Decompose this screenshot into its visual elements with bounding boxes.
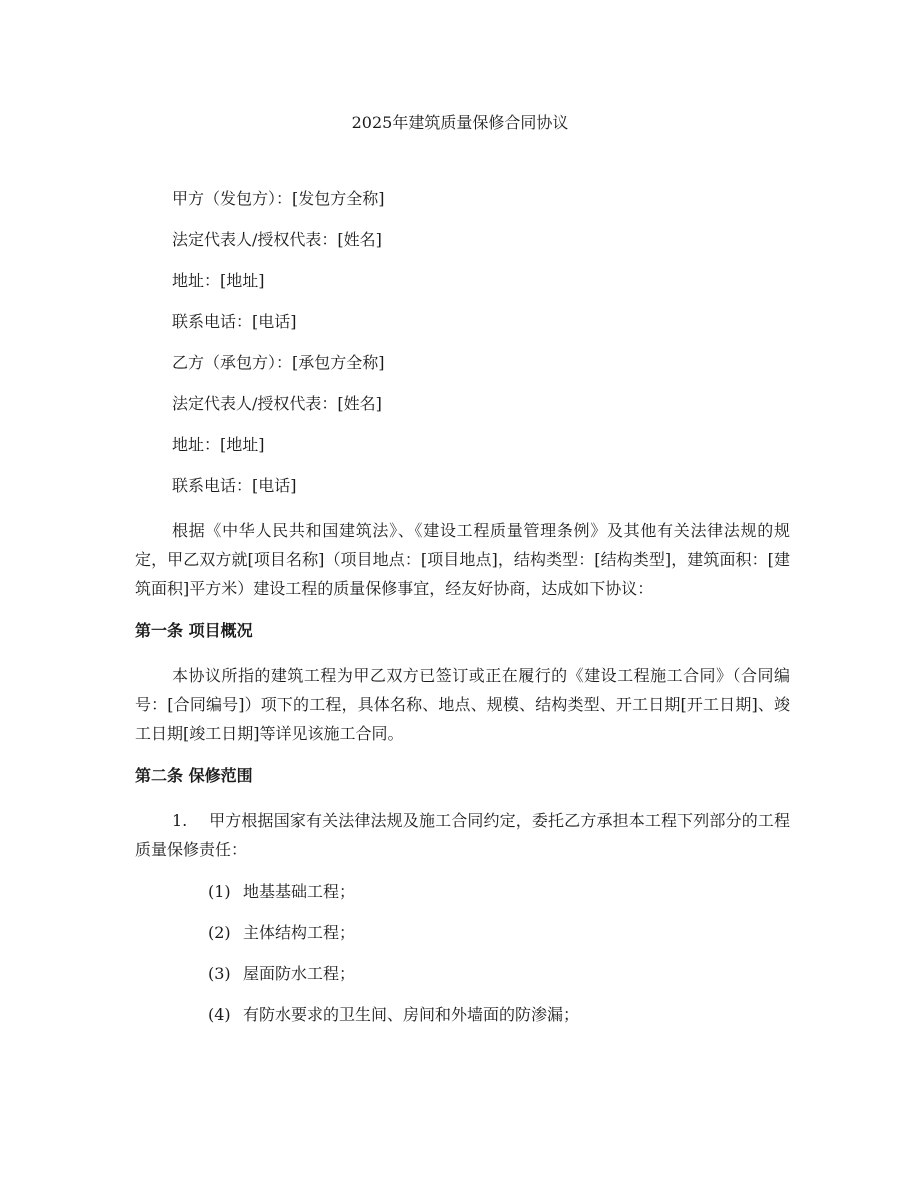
scope-item-marker: (3) [208,964,231,983]
party-a-address-line: 地址：[地址] [172,271,265,290]
party-b-line: 乙方（承包方）：[承包方全称] [172,353,385,372]
scope-item-text: 有防水要求的卫生间、房间和外墙面的防渗漏； [243,1005,580,1024]
scope-item [135,922,790,944]
scope-item [135,1004,790,1026]
scope-item-text: 地基基础工程； [243,882,356,901]
scope-item-marker: (1) [208,882,231,901]
party-b-address-line: 地址：[地址] [172,435,265,454]
party-a-line: 甲方（发包方）：[发包方全称] [172,189,385,208]
scope-item-text: 屋面防水工程； [243,964,356,983]
clause-text: 甲方根据国家有关法律法规及施工合同约定，委托乙方承担本工程下列部分的工程质量保修责任： [135,811,790,859]
party-b-phone-line: 联系电话：[电话] [172,476,297,495]
scope-item-marker: (4) [208,1005,231,1024]
scope-item-text: 主体结构工程； [243,923,356,942]
scope-item [135,963,790,985]
scope-item [135,881,790,903]
scope-item-marker: (2) [208,923,231,942]
party-b-representative-line: 法定代表人/授权代表：[姓名] [172,394,382,413]
party-a-representative-line: 法定代表人/授权代表：[姓名] [172,230,382,249]
article-1-body: 本协议所指的建筑工程为甲乙双方已签订或正在履行的《建设工程施工合同》（合同编号：[合同编号]）项下的工程，具体名称、地点、规模、结构类型、开工日期[开工日期]、竣工日期[竣工日期]等详见该施工合同。 [135,666,790,743]
party-a-phone-line: 联系电话：[电话] [172,312,297,331]
document-body [135,188,790,1045]
clause-number: 1. [172,811,188,830]
article-1-heading: 第一条 项目概况 [135,621,253,640]
article-2-heading: 第二条 保修范围 [135,766,253,785]
document-title: 2025年建筑质量保修合同协议 [351,113,569,132]
article-2-clause-1 [135,806,790,864]
preamble-paragraph: 根据《中华人民共和国建筑法》、《建设工程质量管理条例》及其他有关法律法规的规定，甲乙双方就[项目名称]（项目地点：[项目地点]，结构类型：[结构类型]，建筑面积：[建筑面积]平方米）建设工程的质量保修事宜，经友好协商，达成如下协议： [135,521,790,598]
